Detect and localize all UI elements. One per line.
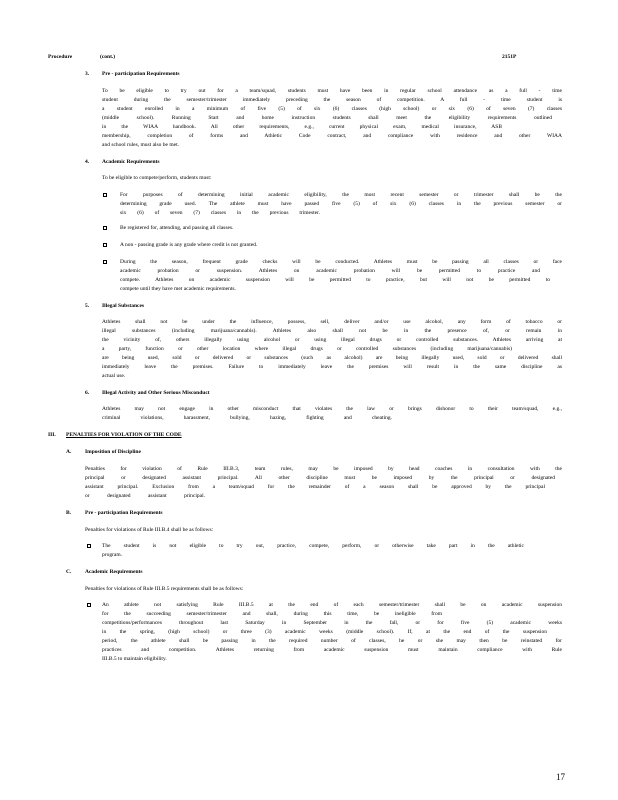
s5-line: Athletes shall not be under the influence, possess, sell, deliver and/or use alcohol, any form of tobacco or <box>102 319 562 325</box>
s4-b1-line: six (6) of seven (7) classes in the previous trimester. <box>120 210 320 216</box>
section-A-number: A. <box>66 449 72 455</box>
section-6-number: 6. <box>85 390 90 396</box>
s6-line: Athletes may not engage in other misconduct that violates the law or brings dishonor to their team/squad, e.g., <box>102 406 562 412</box>
section-III-number: III. <box>48 432 56 438</box>
s4-b4-line: academic probation or suspension. Athletes on academic probation will be permitted to practice and <box>120 268 540 274</box>
s3-line: (middle school). Running Start and home instruction students shall meet the eligibility requirements outlined <box>102 115 552 121</box>
s5-line: immediately leave the premises. Failure to immediately leave the premises will result in the same discipline as <box>102 364 562 370</box>
bullet-icon <box>103 193 107 197</box>
C-b1-line: in the spring, (high school) or three (3) academic weeks (middle school). If, at the end of the suspension <box>102 629 547 635</box>
s5-line: the vicinity of, others illegally using alcohol or using illegal drugs or controlled substances. Athletes arriving at <box>102 337 562 343</box>
s4-b3: A non - passing grade is any grade where credit is not granted. <box>120 242 258 248</box>
s3-line: To be eligible to try out for a team/squad, students must have been in regular school attendance as a full - time <box>102 88 562 94</box>
s5-line: actual use. <box>102 373 126 379</box>
C-b1-line: III.B.5 to maintain eligibility. <box>102 656 167 662</box>
bullet-icon <box>103 226 107 230</box>
s4-b1-line: For purposes of determining initial academic eligibility, the most recent semester or trimester shall be the <box>120 192 562 198</box>
s3-line: membership, completion of forms and Athletic Code contract, and compliance with residence and other WIAA <box>102 133 562 139</box>
s5-line: a party, function or other location where illegal drugs or controlled substances (including marijuana/cannabis) <box>102 346 512 352</box>
section-3-number: 3. <box>85 71 90 77</box>
s3-line: in the WIAA handbook. All other requirements, e.g., current physical exam, medical insurance, ASB <box>102 124 502 130</box>
page-number: 17 <box>556 772 565 782</box>
s4-b4-line: compete. Athletes on academic suspension will be permitted to practice, but will not be permitted to <box>120 277 550 283</box>
s3-line: a student enrolled in a minimum of five (5) of six (6) classes (high school) or six (6) of seven (7) classes <box>102 106 562 112</box>
section-III-title: PENALTIES FOR VIOLATION OF THE CODE <box>66 432 182 438</box>
s4-b4-line: compete until they have met academic requirements. <box>120 286 236 292</box>
A-line: Penalties for violation of Rule III.B.3, team rules, may be imposed by head coaches in consultation with the <box>85 466 562 472</box>
header-cont: (cont.) <box>100 54 116 60</box>
section-4-number: 4. <box>85 159 90 165</box>
C-b1-line: competitions/performances throughout last Saturday in September in the fall, or for five (5) academic weeks <box>102 620 562 626</box>
header-procedure: Procedure <box>48 54 73 60</box>
policy-code: 2151P <box>502 54 517 60</box>
bullet-icon <box>103 243 107 247</box>
C-b1-line: An athlete not satisfying Rule III.B.5 at the end of each semester/trimester shall be on academic suspension <box>102 602 562 608</box>
B-b1-line: The student is not eligible to try out, practice, compete, perform, or otherwise take part in the athletic <box>102 543 524 549</box>
C-b1-line: for the succeeding semester/trimester and shall, during this time, be ineligible from <box>102 611 442 617</box>
section-C-title: Academic Requirements <box>85 569 143 575</box>
s5-line: are being used, sold or delivered or substances (such as alcohol) are being illegally used, sold or delivered shall <box>102 355 562 361</box>
C-b1-line: period, the athlete shall be passing in the required number of classes, he or she may then be reinstated for <box>102 638 562 644</box>
A-line: or designated assistant principal. <box>85 493 205 499</box>
s4-b1-line: determining grade used. The athlete must have passed five (5) of six (6) classes in the previous semester or <box>120 201 562 207</box>
section-C-number: C. <box>66 569 72 575</box>
section-5-number: 5. <box>85 303 90 309</box>
B-intro: Penalties for violations of Rule III.B.4 shall be as follows: <box>85 527 214 533</box>
s4-b4-line: During the season, frequent grade checks will be conducted. Athletes must be passing all classes or face <box>120 259 562 265</box>
bullet-icon <box>87 544 91 548</box>
s3-line: student during the semester/trimester immediately preceding the season of competition. A full - time student is <box>102 97 562 103</box>
s5-line: illegal substances (including marijuana/cannabis). Athletes also shall not be in the presence of, or remain in <box>102 328 562 334</box>
section-B-title: Pre - participation Requirements <box>85 510 163 516</box>
section-6-title: Illegal Activity and Other Serious Misconduct <box>102 390 210 396</box>
section-B-number: B. <box>66 510 72 516</box>
C-b1-line: practices and competition. Athletes returning from academic suspension must maintain compliance with Rule <box>102 647 562 653</box>
section-A-title: Imposition of Discipline <box>85 449 141 455</box>
bullet-icon <box>103 260 107 264</box>
section-3-title: Pre - participation Requirements <box>102 71 180 77</box>
s4-intro: To be eligible to compete/perform, students must: <box>102 175 212 181</box>
s4-b2: Be registered for, attending, and passing all classes. <box>120 225 234 231</box>
C-intro: Penalties for violations of Rule III.B.5 requirements shall be as follows: <box>85 586 244 592</box>
A-line: assistant principal. Exclusion from a team/squad for the remainder of a season shall be approved by the principal <box>85 484 545 490</box>
section-4-title: Academic Requirements <box>102 159 160 165</box>
s6-line: criminal violations, harassment, bullying, hazing, fighting and cheating. <box>102 415 392 421</box>
s3-line: and school rules, must also be met. <box>102 142 179 148</box>
section-5-title: Illegal Substances <box>102 303 145 309</box>
B-b1-line: program. <box>102 552 123 558</box>
bullet-icon <box>87 603 91 607</box>
A-line: principal or designated assistant principal. All other discipline must be imposed by the principal or designated <box>85 475 555 481</box>
